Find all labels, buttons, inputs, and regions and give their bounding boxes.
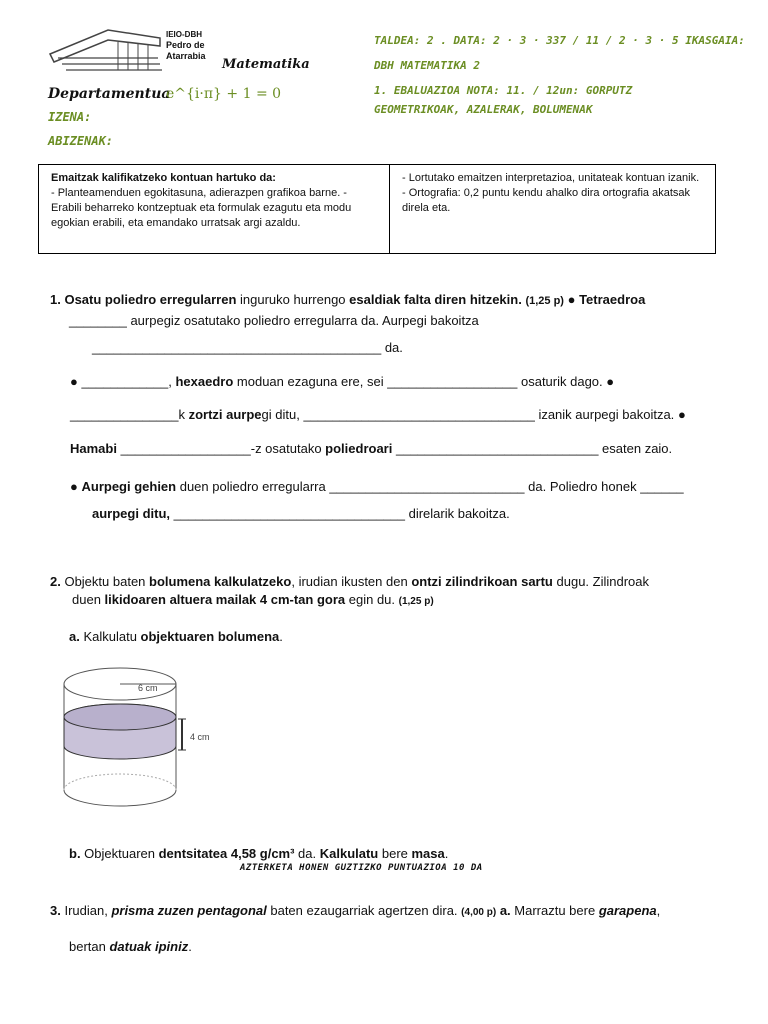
q3-l2-end: . bbox=[188, 939, 192, 954]
q1-blank-icosa[interactable]: ___________________________ bbox=[329, 479, 525, 494]
q2-part-b bbox=[69, 845, 448, 863]
q2-a-end: . bbox=[279, 629, 283, 644]
q1-line5-gi: gi ditu, bbox=[261, 407, 304, 422]
criteria-left-text: - Planteamenduen egokitasuna, adierazpen grafikoa barne. - Erabili beharreko kontzeptuak eta formulak ezagutu eta modu egokian erabili, eta emandako urratsak argi azaldu. bbox=[51, 187, 352, 229]
q1-line-3 bbox=[92, 339, 720, 357]
q2-line-2 bbox=[72, 591, 730, 611]
q1-blank-six[interactable]: __________________ bbox=[387, 374, 518, 389]
liquid-top bbox=[64, 704, 176, 730]
q2-part-a bbox=[69, 628, 730, 646]
criteria-right bbox=[390, 165, 715, 253]
q1-hamabi: Hamabi bbox=[70, 441, 117, 456]
q2-t5: egin du. bbox=[345, 592, 396, 607]
q2-b1: bolumena kalkulatzeko bbox=[149, 574, 292, 589]
q3-bi1: prisma zuzen pentagonal bbox=[111, 903, 267, 918]
q1-blank-face-type[interactable]: ________________________________________ bbox=[92, 340, 382, 355]
school-line-1: IEIO-DBH bbox=[166, 30, 202, 39]
q1-blank-icosa-count[interactable]: ______ bbox=[640, 479, 684, 494]
q2-b-text3: bere bbox=[378, 846, 412, 861]
q1-line-6 bbox=[70, 440, 720, 458]
q2-t3: dugu. Zilindroak bbox=[552, 574, 650, 589]
q2-t4: duen bbox=[72, 592, 105, 607]
q3-l2-bi: datuak ipiniz bbox=[109, 939, 189, 954]
q3-a-text: Marraztu bere bbox=[510, 903, 599, 918]
q1-line-7 bbox=[70, 478, 720, 496]
q2-points: (1,25 p) bbox=[398, 596, 434, 607]
q1-line4-text: moduan ezaguna ere, sei bbox=[233, 374, 388, 389]
q2-t2: , irudian ikusten den bbox=[291, 574, 412, 589]
info-line-1: TALDEA: 2 . DATA: 2 · 3 · 337 / 11 / 2 · 3 · 5 IKASGAIA: bbox=[374, 34, 745, 47]
q1-title-b: inguruko hurrengo bbox=[236, 292, 350, 307]
q2-b-label: b. bbox=[69, 846, 81, 861]
q1-line-4: ● ____________, hexaedro moduan ezaguna ere, sei __________________ osaturik dago. ● bbox=[70, 374, 615, 389]
q2-a-text: Kalkulatu bbox=[79, 629, 141, 644]
q2-b-bold2: Kalkulatu bbox=[319, 846, 379, 861]
q2-line-1 bbox=[50, 573, 730, 591]
q1-zortzi: zortzi aurpe bbox=[188, 407, 262, 422]
q1-title-c: esaldiak falta diren hitzekin. bbox=[349, 292, 522, 307]
q1-line5-k: k bbox=[178, 407, 189, 422]
criteria-right-item-1: - Lortutako emaitzen interpretazioa, unitateak kontuan izanik. bbox=[402, 172, 700, 184]
q3-a-label: a. bbox=[499, 903, 511, 918]
q2-b-text: Objektuaren bbox=[80, 846, 159, 861]
q2-b-end: . bbox=[444, 846, 449, 861]
q3-points: (4,00 p) bbox=[461, 907, 497, 918]
q1-line4-text2: osaturik dago. bbox=[517, 374, 603, 389]
q3-l2-text: bertan bbox=[69, 939, 110, 954]
height-label: 4 cm bbox=[190, 732, 210, 742]
q1-line-2 bbox=[69, 312, 720, 330]
q1-line6-text: -z osatutako bbox=[250, 441, 326, 456]
q1-bullet-4: ● bbox=[677, 407, 686, 422]
subject-title: Matematika bbox=[222, 57, 310, 72]
q1-blank-octa[interactable]: _______________ bbox=[70, 407, 179, 422]
q1-bullet-2: ● bbox=[70, 374, 78, 389]
q2-b2: ontzi zilindrikoan sartu bbox=[411, 574, 553, 589]
q1-line3-text: da. bbox=[381, 340, 403, 355]
q2-b-bold3: masa bbox=[411, 846, 445, 861]
q1-blank-pentagon[interactable]: __________________ bbox=[120, 441, 251, 456]
q1-poliedroari: poliedroari bbox=[325, 441, 393, 456]
q1-line-8 bbox=[92, 505, 720, 523]
q1-line7-text2: da. Poliedro honek bbox=[524, 479, 641, 494]
q1-line-5 bbox=[70, 406, 720, 424]
question-1 bbox=[50, 291, 720, 523]
cylinder-figure bbox=[60, 664, 230, 824]
q1-line8-text: direlarik bakoitza. bbox=[404, 506, 510, 521]
q3-a-bi: garapena bbox=[598, 903, 657, 918]
total-score-note: AZTERKETA HONEN GUZTIZKO PUNTUAZIOA 10 DA bbox=[240, 863, 483, 873]
formula-text: e^{i·π} + 1 = 0 bbox=[166, 86, 282, 102]
q2-b3: likidoaren altuera mailak 4 cm-tan gora bbox=[104, 592, 346, 607]
q1-blank-icosa-face[interactable]: ________________________________ bbox=[173, 506, 405, 521]
q3-line-2 bbox=[69, 938, 730, 956]
criteria-right-item-2: - Ortografia: 0,2 puntu kendu ahalko dira ortografia akatsak direla eta. bbox=[402, 187, 691, 214]
q1-line5-text: izanik aurpegi bakoitza. bbox=[534, 407, 675, 422]
q2-b-bold: dentsitatea 4,58 g/cm³ bbox=[158, 846, 295, 861]
q1-tetra: Tetraedroa bbox=[579, 292, 646, 307]
school-line-3: Atarrabia bbox=[166, 51, 206, 61]
q2-a-bold: objektuaren bolumena bbox=[140, 629, 280, 644]
school-line-2: Pedro de bbox=[166, 40, 205, 50]
q1-aurpegi-gehien: Aurpegi gehien bbox=[81, 479, 177, 494]
q1-line2-text: aurpegiz osatutako poliedro erregularra da. Aurpegi bakoitza bbox=[126, 313, 479, 328]
school-name bbox=[166, 29, 206, 62]
q2-t1: Objektu baten bbox=[60, 574, 150, 589]
department-label: Departamentua bbox=[48, 86, 171, 102]
q1-title-line bbox=[50, 291, 720, 310]
info-line-3: 1. EBALUAZIOA NOTA: 11. / 12un: GORPUTZ bbox=[374, 84, 633, 97]
q3-t2: baten ezaugarriak agertzen dira. bbox=[266, 903, 458, 918]
q2-number: 2. bbox=[50, 574, 61, 589]
question-3 bbox=[50, 902, 730, 956]
q1-aurpegi-ditu: aurpegi ditu, bbox=[92, 506, 170, 521]
q3-line-1 bbox=[50, 902, 730, 922]
question-2 bbox=[50, 573, 730, 646]
q1-hexaedro: hexaedro bbox=[175, 374, 234, 389]
q1-line7-text: duen poliedro erregularra bbox=[176, 479, 330, 494]
q3-a-end: , bbox=[656, 903, 661, 918]
q1-blank-dodeca[interactable]: ____________________________ bbox=[395, 441, 599, 456]
q1-blank-faces[interactable]: ________ bbox=[69, 313, 127, 328]
q2-a-label: a. bbox=[69, 629, 80, 644]
q3-number: 3. bbox=[50, 903, 61, 918]
cylinder-diagram bbox=[60, 664, 230, 824]
criteria-title: Emaitzak kalifikatzeko kontuan hartuko da: bbox=[51, 172, 276, 184]
q1-bullet-5: ● bbox=[70, 479, 78, 494]
q1-title-a: Osatu poliedro erregularren bbox=[64, 292, 237, 307]
radius-label: 6 cm bbox=[138, 683, 158, 693]
euler-formula bbox=[166, 86, 281, 102]
school-logo bbox=[48, 24, 168, 72]
q1-bullet-1: ● bbox=[567, 292, 576, 307]
q1-bullet-3: ● bbox=[606, 374, 615, 389]
criteria-left bbox=[39, 165, 390, 253]
info-line-4: GEOMETRIKOAK, AZALERAK, BOLUMENAK bbox=[374, 103, 593, 116]
q3-t1: Irudian, bbox=[60, 903, 112, 918]
q1-line6-text2: esaten zaio. bbox=[598, 441, 673, 456]
criteria-box bbox=[38, 164, 716, 254]
q1-blank-cube[interactable]: ____________ bbox=[81, 374, 169, 389]
exam-info bbox=[374, 28, 745, 122]
school-building-icon bbox=[48, 24, 168, 72]
q1-points: (1,25 p) bbox=[525, 295, 564, 307]
q2-b-text2: da. bbox=[294, 846, 320, 861]
surname-label: ABIZENAK: bbox=[48, 134, 114, 148]
info-line-2: DBH MATEMATIKA 2 bbox=[374, 59, 480, 72]
name-label: IZENA: bbox=[48, 110, 92, 124]
q1-blank-octa-face[interactable]: ________________________________ bbox=[303, 407, 535, 422]
q1-number: 1. bbox=[50, 292, 61, 307]
